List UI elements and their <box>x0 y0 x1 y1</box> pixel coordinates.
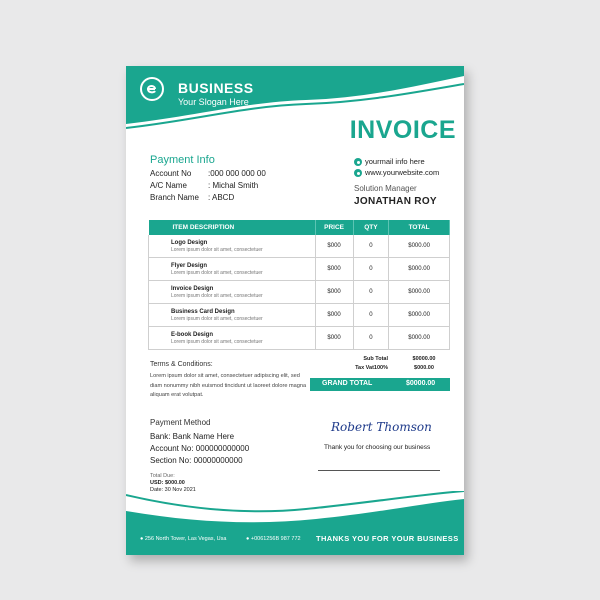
qty-cell: 0 <box>353 327 389 350</box>
account-no-value: :000 000 000 00 <box>208 169 266 178</box>
branch-name-value: : ABCD <box>208 193 235 202</box>
price-cell: $000 <box>315 304 353 327</box>
address-text: 256 North Tower, Las Vegas, Usa <box>144 536 227 542</box>
branch-name-row <box>150 193 234 202</box>
tax-value: $000.00 <box>414 365 434 371</box>
pm-account-no: Account No: 000000000000 <box>150 444 250 453</box>
header-price: PRICE <box>315 220 353 235</box>
ac-name-row <box>150 181 258 190</box>
footer-phone <box>246 536 301 542</box>
table-row <box>149 327 450 350</box>
item-desc: Lorem ipsum dolor sit amet, consectetuer <box>171 269 263 276</box>
location-icon: ● <box>140 536 144 542</box>
invoice-date: Date: 30 Nov 2021 <box>150 487 196 493</box>
total-due-label: Total Due: <box>150 473 175 479</box>
header-qty: QTY <box>353 220 389 235</box>
item-name: Business Card Design <box>171 308 235 315</box>
item-name: Logo Design <box>171 239 208 246</box>
price-cell: $000 <box>315 258 353 281</box>
website-text: www.yourwebsite.com <box>365 168 440 177</box>
contact-name: JONATHAN ROY <box>354 196 437 207</box>
footer-address <box>140 536 226 542</box>
item-cell <box>149 235 316 258</box>
price-cell: $000 <box>315 281 353 304</box>
email-text: yourmail info here <box>365 157 425 166</box>
header-item-description: ITEM DESCRIPTION <box>149 220 316 235</box>
phone-icon: ● <box>246 536 250 542</box>
item-desc: Lorem ipsum dolor sit amet, consectetuer <box>171 315 263 322</box>
signature-line <box>318 470 440 471</box>
item-desc: Lorem ipsum dolor sit amet, consectetuer <box>171 246 263 253</box>
thanks-choosing-text: Thank you for choosing our business <box>324 444 431 451</box>
ac-name-value: : Michal Smith <box>208 181 259 190</box>
account-no-row <box>150 169 266 178</box>
account-no-label: Account No <box>150 169 192 178</box>
total-due-value: USD: $000.00 <box>150 480 185 486</box>
contact-role: Solution Manager <box>354 184 417 193</box>
payment-method-title: Payment Method <box>150 418 211 427</box>
price-cell: $000 <box>315 235 353 258</box>
footer-wave <box>126 491 464 555</box>
item-name: Flyer Design <box>171 262 208 269</box>
qty-cell: 0 <box>353 304 389 327</box>
item-name: Invoice Design <box>171 285 214 292</box>
signature: Robert Thomson <box>331 420 432 434</box>
table-row <box>149 258 450 281</box>
tax-label: Tax Vat100% <box>355 365 388 371</box>
invoice-page <box>126 66 464 555</box>
item-desc: Lorem ipsum dolor sit amet, consectetuer <box>171 292 263 299</box>
email-icon <box>354 158 362 166</box>
invoice-title: INVOICE <box>349 116 456 144</box>
grand-total-label: GRAND TOTAL <box>322 380 373 387</box>
brand-slogan: Your Slogan Here <box>178 97 249 107</box>
bank-name: Bank: Bank Name Here <box>150 432 235 441</box>
website-contact <box>354 168 439 177</box>
phone-text: +0061256B 987 772 <box>250 536 301 542</box>
sub-total-label: Sub Total <box>363 356 388 362</box>
item-desc: Lorem ipsum dolor sit amet, consectetuer <box>171 338 263 345</box>
total-cell: $000.00 <box>389 258 450 281</box>
item-cell <box>149 258 316 281</box>
table-row <box>149 304 450 327</box>
qty-cell: 0 <box>353 281 389 304</box>
item-cell <box>149 281 316 304</box>
grand-total-bar <box>310 378 450 391</box>
sub-total-value: $0000.00 <box>412 356 436 362</box>
table-row <box>149 235 450 258</box>
ac-name-label: A/C Name <box>150 181 187 190</box>
total-cell: $000.00 <box>389 235 450 258</box>
item-cell <box>149 304 316 327</box>
section-no: Section No: 00000000000 <box>150 456 243 465</box>
table-header-row <box>149 220 450 235</box>
item-cell <box>149 327 316 350</box>
qty-cell: 0 <box>353 258 389 281</box>
terms-title: Terms & Conditions: <box>150 361 213 368</box>
qty-cell: 0 <box>353 235 389 258</box>
total-cell: $000.00 <box>389 304 450 327</box>
price-cell: $000 <box>315 327 353 350</box>
globe-icon <box>354 169 362 177</box>
table-row <box>149 281 450 304</box>
total-cell: $000.00 <box>389 327 450 350</box>
logo-icon <box>140 77 164 101</box>
branch-name-label: Branch Name <box>150 193 199 202</box>
email-contact <box>354 157 425 166</box>
terms-text: Lorem ipsum dolor sit amet, consectetuer adipiscing elit, sed diam nonummy nibh euismod tincidunt ut laoreet dolore magna aliquam erat volutpat. <box>150 373 307 398</box>
item-name: E-book Design <box>171 331 214 338</box>
footer-thanks: THANKS YOU FOR YOUR BUSINESS <box>316 534 459 543</box>
total-cell: $000.00 <box>389 281 450 304</box>
grand-total-value: $0000.00 <box>406 380 436 387</box>
brand-name: BUSINESS <box>178 80 254 96</box>
items-table <box>148 220 450 350</box>
payment-info-title: Payment Info <box>150 154 215 166</box>
header-total: TOTAL <box>389 220 450 235</box>
